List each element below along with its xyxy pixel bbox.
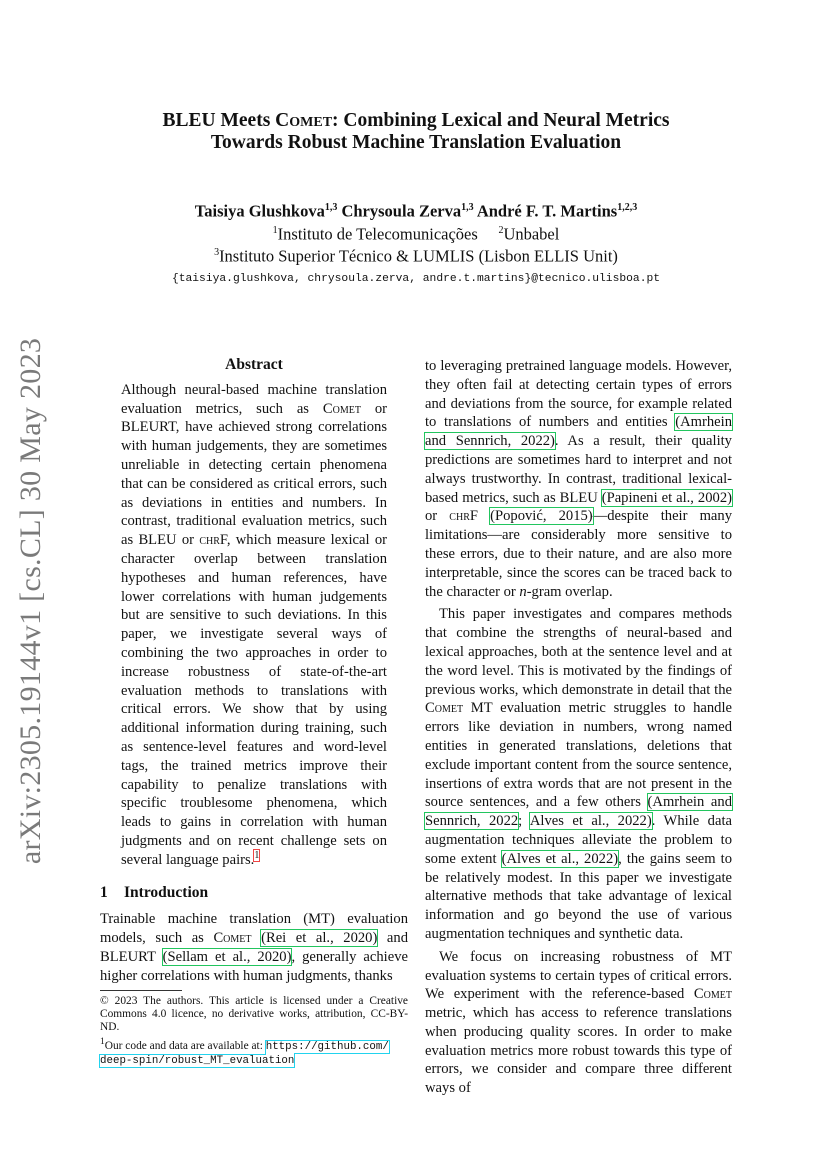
comet: Comet	[693, 986, 732, 1003]
paragraph-2	[425, 605, 732, 943]
author-emails: {taisiya.glushkova, chrysoula.zerva, andre.t.martins}@tecnico.ulisboa.pt	[171, 272, 661, 285]
intro-comet: Comet	[213, 930, 252, 947]
author-block	[100, 198, 732, 289]
url-part: https://github.com/	[265, 1040, 389, 1053]
citation-link[interactable]: (Papineni et al., 2002)	[601, 489, 732, 506]
footnote-1	[100, 1036, 408, 1068]
title-text: : Combining Lexical and Neural Metrics	[332, 110, 670, 131]
affiliation-3: Instituto Superior Técnico & LUMLIS (Lisbon ELLIS Unit)	[219, 246, 618, 266]
citation-link[interactable]: (Amrhein and Sennrich, 2022)	[425, 414, 732, 450]
intro-text: , generally achieve higher correlations with human judgments, thanks	[100, 948, 408, 984]
abstract-comet: Comet	[322, 400, 361, 417]
arxiv-side-stamp	[8, 337, 54, 865]
affiliations-line-1	[100, 221, 732, 244]
license-note: © 2023 The authors. This article is licensed under a Creative Commons 4.0 licence, no derivative works, attribution, CC-BY-ND.	[100, 994, 408, 1033]
body-text: . While data augmentation techniques alleviate the problem to some extent	[425, 813, 732, 867]
aff1-sup: 1	[272, 224, 278, 236]
title-line-1	[100, 110, 732, 132]
section-number: 1	[100, 883, 108, 901]
aff3-sup: 3	[214, 247, 220, 258]
citation-link[interactable]: (Amrhein and Sennrich, 2022	[425, 794, 732, 830]
title-comet: Comet	[275, 110, 333, 131]
abstract-body	[100, 381, 408, 870]
author-names	[100, 198, 732, 221]
author-2-affil: 1,3	[461, 202, 474, 213]
author-2: Chrysoula Zerva	[341, 201, 462, 221]
body-text: to leveraging pretrained language models. However, they often fail at detecting certain types of errors and deviations from the source, for example related to translations of numbers and entities	[425, 358, 732, 431]
body-text: This paper investigates and compares methods that combine the strengths of neural-based and lexical approaches, both at the sentence level and at the word level. This is motivated by the findings of previous works, which demonstrate in detail that the	[425, 606, 732, 698]
comet: Comet	[425, 700, 464, 717]
footnotes	[100, 995, 408, 1069]
body-text: metric, which has access to reference translations when producing quality scores. In order to make evaluation metrics more robust towards this type of errors, we consider and compare three different ways of	[425, 1005, 732, 1097]
title-line-2: Towards Robust Machine Translation Evaluation	[210, 132, 622, 153]
section-title: Introduction	[124, 883, 209, 901]
right-column	[425, 357, 732, 1098]
body-text: We focus on increasing robustness of MT evaluation systems to certain types of critical errors. We experiment with the reference-based	[425, 948, 732, 1003]
space	[252, 930, 262, 946]
url-part: deep-spin/robust_MT_evaluation	[100, 1055, 295, 1068]
citation-link[interactable]: (Sellam et al., 2020)	[162, 948, 292, 965]
author-1-affil: 1,3	[324, 202, 338, 213]
body-text: , the gains seem to be relatively modest. In this paper we investigate alternative methods that take advantage of lexical information and go beyond the use of various augmentation techniques and synthetic data.	[425, 850, 732, 942]
citation-link[interactable]: (Alves et al., 2022)	[501, 850, 619, 867]
abstract-chrf: chr	[199, 532, 220, 549]
affiliations-line-2	[100, 243, 732, 266]
section-heading-introduction	[100, 884, 408, 903]
aff2-sup: 2	[498, 224, 504, 236]
abstract-paragraph	[121, 381, 387, 870]
body-text: or	[425, 508, 450, 525]
intro-text: and BLEURT	[100, 930, 408, 965]
n-italic: n	[519, 583, 527, 600]
affiliation-2: Unbabel	[503, 224, 560, 243]
abstract-text: , which measure lexical or character overlap between translation hypotheses and human references, have lower correlations with human judgements but are sensitive to such deviations. In this paper, we investigate several ways of combining the two approaches in order to increase robustness of state-of-the-art evaluation methods to translations with critical errors. We show that by using additional information during training, such as sentence-level features and word-level tags, the trained metrics improve their capability to penalize translations with specific troublesome phenomena, which leads to gains in correlation with human judgments and on recent challenge sets on several language pairs.	[121, 532, 387, 868]
citation-link[interactable]: Alves et al., 2022)	[529, 813, 652, 830]
chrf: chr	[449, 508, 470, 525]
arxiv-identifier: arXiv:2305.19144v1 [cs.CL] 30 May 2023	[14, 337, 47, 865]
body-text: —despite their many limitations—are considerably more sensitive to these errors, due to their nature, and are also more interpretable, since the scores can be traced back to the character or	[425, 508, 733, 600]
citation-link[interactable]: (Rei et al., 2020)	[261, 930, 378, 947]
space	[478, 508, 490, 524]
abstract-text: or BLEURT, have achieved strong correlations with human judgements, they are sometimes unreliable in detecting certain phenomena that can be considered as critical errors, such as deviations in entities and numbers. In contrast, traditional evaluation metrics, such as BLEU or	[121, 400, 388, 549]
affiliation-1: Instituto de Telecomunicações	[277, 224, 478, 243]
title-text: BLEU Meets	[162, 110, 276, 131]
footnote-1-text: Our code and data are available at:	[104, 1039, 266, 1052]
author-3-affil: 1,2,3	[617, 202, 638, 213]
paragraph-1	[425, 357, 732, 601]
citation-link[interactable]: (Popović, 2015)	[490, 508, 593, 525]
body-text: MT evaluation metric struggles to handle errors like deviation in numbers, wrong named entities in generated translations, deletions that exclude important content from the source sentence, insertions of extra words that are not present in the source sentences, and a few others	[425, 700, 732, 811]
footnote-divider	[100, 990, 182, 991]
footnote-1-link[interactable]: 1	[254, 849, 260, 861]
author-3: André F. T. Martins	[476, 201, 618, 221]
abstract-text: Although neural-based machine translation evaluation metrics, such as	[121, 381, 387, 417]
footnote-1-mark: 1	[100, 1037, 105, 1048]
intro-paragraph	[100, 910, 408, 985]
body-text: -gram overlap.	[526, 583, 613, 600]
abstract-chrf-f: F	[219, 532, 227, 549]
chrf-f: F	[469, 508, 478, 525]
intro-text: Trainable machine translation (MT) evaluation models, such as	[100, 911, 408, 947]
author-1: Taisiya Glushkova	[194, 201, 325, 221]
abstract-heading: Abstract	[225, 356, 283, 373]
paper-title	[100, 110, 732, 154]
left-column	[100, 356, 408, 1070]
body-text: ;	[518, 813, 530, 830]
paragraph-3	[425, 948, 732, 1098]
body-text: . As a result, their quality predictions are sometimes hard to interpret and not always trustworthy. In contrast, traditional lexical-based metrics, such as BLEU	[425, 433, 732, 506]
